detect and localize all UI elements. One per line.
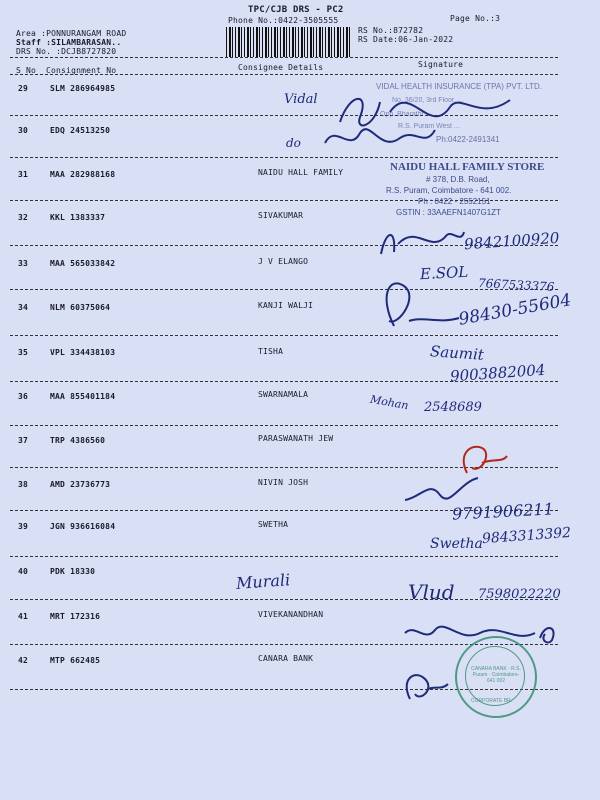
column-divider bbox=[10, 74, 558, 75]
handwritten-phone: 9791906211 bbox=[451, 499, 555, 524]
row-consignment: MAA 565033842 bbox=[50, 259, 116, 268]
stamp-line: VIDAL HEALTH INSURANCE (TPA) PVT. LTD. bbox=[376, 82, 542, 91]
handwritten-note: do bbox=[286, 136, 301, 150]
signature-row-32 bbox=[376, 224, 466, 260]
barcode bbox=[226, 27, 352, 57]
row-consignment: MTP 662485 bbox=[50, 656, 101, 665]
row-sno: 34 bbox=[18, 303, 29, 312]
row-divider bbox=[10, 157, 558, 158]
row-sno: 31 bbox=[18, 170, 29, 179]
handwritten-phone: 98430-55604 bbox=[457, 290, 573, 330]
handwritten-phone: 9003882004 bbox=[449, 360, 546, 386]
rs-number: RS No.:872782 bbox=[358, 26, 424, 35]
row-sno: 36 bbox=[18, 392, 29, 401]
area-label: Area :PONNURANGAM ROAD bbox=[16, 29, 127, 38]
col-consignment: Consignment No bbox=[46, 66, 117, 75]
stamp-line: NAIDU HALL FAMILY STORE bbox=[390, 161, 545, 173]
stamp-line: No. 36/20, 3rd Floor, ... bbox=[392, 97, 464, 104]
row-sno: 39 bbox=[18, 522, 29, 531]
header-divider bbox=[10, 57, 558, 58]
seal-ring-text: CANARA BANK · R.S. Puram · Coimbatore-641 002 bbox=[471, 666, 521, 684]
row-consignment: MAA 282988168 bbox=[50, 170, 116, 179]
row-sno: 41 bbox=[18, 612, 29, 621]
row-divider bbox=[10, 289, 558, 290]
row-consignment: KKL 1383337 bbox=[50, 213, 106, 222]
col-signature: Signature bbox=[418, 60, 464, 69]
drs-number: DRS No. :DCJB8727820 bbox=[16, 47, 117, 56]
row-consignment: PDK 18330 bbox=[50, 567, 96, 576]
row-consignee: J V ELANGO bbox=[258, 257, 309, 266]
handwritten-phone: 9842100920 bbox=[463, 228, 560, 254]
stamp-line: # 378, D.B. Road, bbox=[426, 175, 490, 184]
signature-row-38 bbox=[400, 470, 480, 510]
signature-row-30 bbox=[320, 118, 440, 158]
handwritten-name: Swetha bbox=[430, 536, 483, 552]
row-consignee: SIVAKUMAR bbox=[258, 211, 304, 220]
stamp-line: Opp. Bharathi ... bbox=[380, 111, 431, 118]
row-consignment: JGN 936616084 bbox=[50, 522, 116, 531]
row-consignment: MAA 855401184 bbox=[50, 392, 116, 401]
row-consignee: NAIDU HALL FAMILY bbox=[258, 168, 344, 177]
handwritten-note: Vidal bbox=[284, 92, 318, 107]
stamp-line: Ph:0422-2491341 bbox=[436, 135, 500, 144]
row-sno: 42 bbox=[18, 656, 29, 665]
row-divider bbox=[10, 425, 558, 426]
row-divider bbox=[10, 556, 558, 557]
row-divider bbox=[10, 599, 558, 600]
stamp-line: R.S. Puram West ... bbox=[398, 123, 460, 130]
row-sno: 38 bbox=[18, 480, 29, 489]
row-sno: 30 bbox=[18, 126, 29, 135]
row-consignee: KANJI WALJI bbox=[258, 301, 314, 310]
handwritten-phone: 7667533376 bbox=[477, 276, 555, 294]
row-consignment: NLM 60375064 bbox=[50, 303, 111, 312]
col-consignee: Consignee Details bbox=[238, 63, 324, 72]
row-consignee: PARASWANATH JEW bbox=[258, 434, 334, 443]
signature-row-42 bbox=[400, 664, 450, 704]
stamp-line: GSTIN : 33AAEFN1407G1ZT bbox=[396, 208, 501, 217]
row-consignee: SWARNAMALA bbox=[258, 390, 309, 399]
handwritten-phone: 2548689 bbox=[424, 400, 482, 415]
row-divider bbox=[10, 335, 558, 336]
row-consignee: NIVIN JOSH bbox=[258, 478, 309, 487]
sheet-title: TPC/CJB DRS - PC2 bbox=[248, 5, 344, 15]
row-sno: 29 bbox=[18, 84, 29, 93]
row-consignment: SLM 286964985 bbox=[50, 84, 116, 93]
rs-date: RS Date:06-Jan-2022 bbox=[358, 35, 454, 44]
signature-row-34 bbox=[374, 276, 464, 336]
row-consignment: MRT 172316 bbox=[50, 612, 101, 621]
col-sno: S No bbox=[16, 66, 37, 75]
staff-label: Staff :SILAMBARASAN.. bbox=[16, 38, 122, 47]
seal-bottom-text: CORPORATE BR. bbox=[471, 698, 513, 704]
row-consignee: CANARA BANK bbox=[258, 654, 314, 663]
handwritten-name: Murali bbox=[235, 570, 291, 593]
canara-bank-seal bbox=[455, 636, 537, 718]
signature-row-41 bbox=[400, 618, 560, 648]
row-sno: 40 bbox=[18, 567, 29, 576]
row-consignment: TRP 4386560 bbox=[50, 436, 106, 445]
row-consignee: SWETHA bbox=[258, 520, 289, 529]
phone-number: Phone No.:0422-3505555 bbox=[228, 16, 339, 25]
row-consignment: AMD 23736773 bbox=[50, 480, 111, 489]
handwritten-note: E.SOL bbox=[419, 262, 469, 284]
handwritten-name: Mohan bbox=[369, 392, 410, 413]
row-sno: 37 bbox=[18, 436, 29, 445]
handwritten-signature: Vlud bbox=[408, 580, 455, 604]
handwritten-phone: 9843313392 bbox=[481, 524, 572, 548]
row-sno: 35 bbox=[18, 348, 29, 357]
row-sno: 32 bbox=[18, 213, 29, 222]
handwritten-name: Saumit bbox=[429, 342, 485, 364]
stamp-line: Ph : 0422 - 2552151 bbox=[418, 197, 491, 206]
page-number: Page No.:3 bbox=[450, 14, 501, 23]
row-sno: 33 bbox=[18, 259, 29, 268]
handwritten-phone: 7598022220 bbox=[478, 587, 561, 602]
row-consignee: TISHA bbox=[258, 347, 284, 356]
row-consignee: VIVEKANANDHAN bbox=[258, 610, 324, 619]
stamp-line: R.S. Puram, Coimbatore - 641 002. bbox=[386, 186, 512, 195]
row-consignment: EDQ 24513250 bbox=[50, 126, 111, 135]
row-consignment: VPL 334438103 bbox=[50, 348, 116, 357]
